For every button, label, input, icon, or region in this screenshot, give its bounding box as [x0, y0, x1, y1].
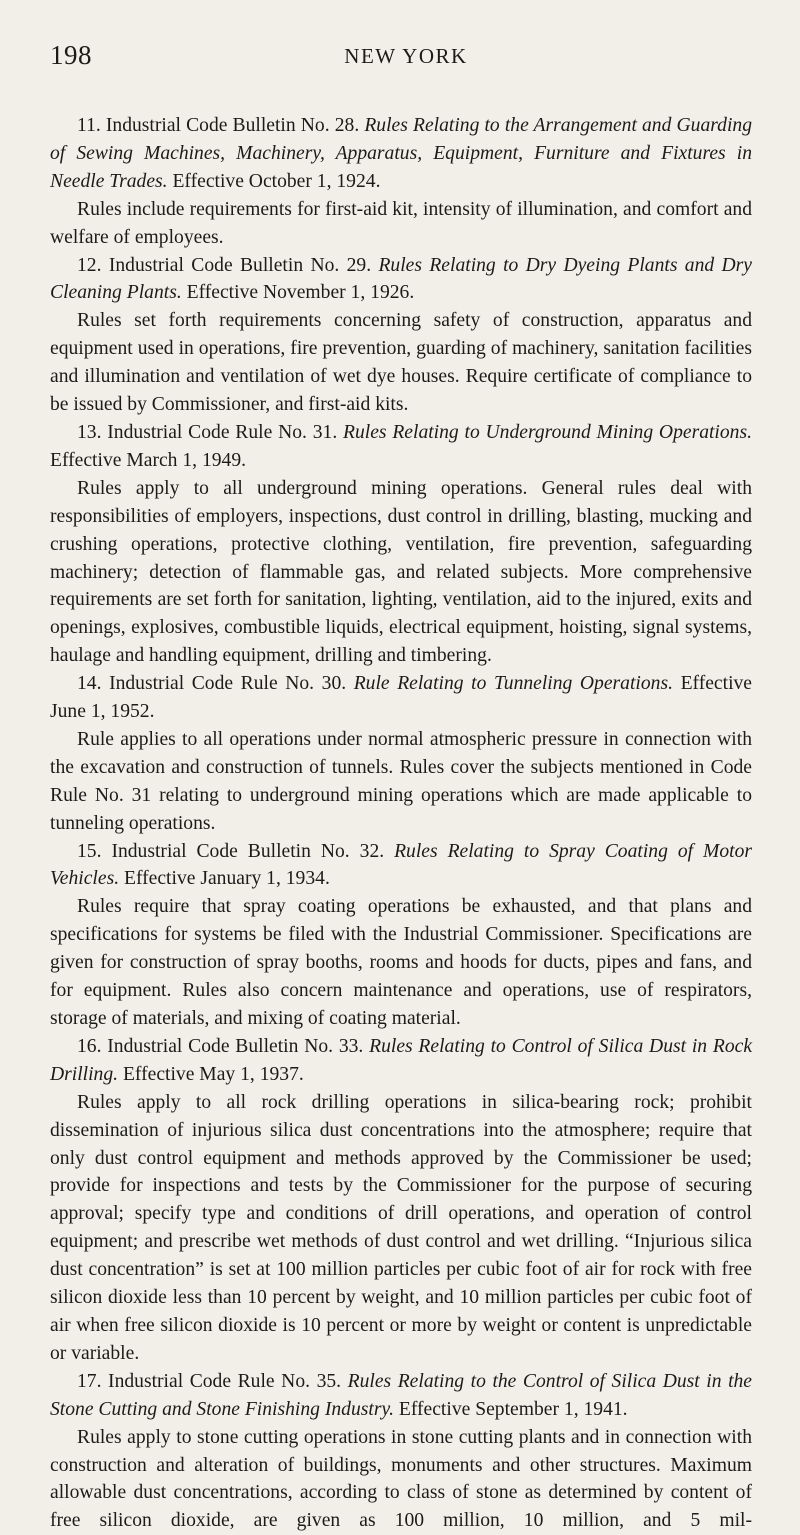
- entry-citation: Industrial Code Bulletin No. 33.: [107, 1035, 370, 1057]
- entry-body: Rules include requirements for first-aid kit, intensity of illumination, and comfort and welfare of employees.: [50, 198, 752, 248]
- entry-heading: [50, 419, 752, 475]
- entry-number: 11.: [77, 115, 106, 136]
- entry-number: 14.: [77, 673, 110, 695]
- entry-15: [50, 838, 752, 1033]
- entry-number: 12.: [77, 254, 109, 276]
- entry-body: Rules require that spray coating operations be exhausted, and that plans and specifications for systems be filed with the Industrial Commissioner. Specifications are given for construction of spray booths, rooms and hoods for ducts, pipes and fans, and for equipment. Rules also concern maintenance and operations, use of respirators, storage of materials, and mixing of coating material.: [50, 896, 752, 1029]
- entry-citation: Industrial Code Bulletin No. 32.: [111, 840, 395, 862]
- entry-number: 17.: [77, 1370, 109, 1392]
- entry-citation: Industrial Code Rule No. 30.: [109, 673, 354, 695]
- entry-13: [50, 419, 752, 670]
- entry-title: Rules Relating to Dry Dyeing Plants and Dry Cleaning Plants.: [50, 254, 752, 304]
- entry-heading: [50, 1368, 752, 1424]
- page-number: 198: [50, 40, 92, 70]
- running-head: NEW YORK: [344, 44, 468, 68]
- entry-citation: Industrial Code Rule No. 31.: [107, 421, 344, 443]
- entry-effective-date: Effective January 1, 1934.: [124, 868, 330, 890]
- entry-title: Rules Relating to Control of Silica Dust in Rock Drilling.: [50, 1035, 753, 1085]
- entry-citation: Industrial Code Bulletin No. 29.: [108, 254, 379, 276]
- entries-list: [50, 112, 752, 1535]
- entry-body: Rules set forth requirements concerning safety of construction, apparatus and equipment used in operations, fire prevention, guarding of machinery, sanitation facilities and illumination and ventilation of wet dye houses. Require certificate of compliance to be issued by Commissioner, and first-aid kits.: [50, 310, 752, 416]
- entry-heading: [50, 838, 752, 894]
- page-header: [50, 40, 752, 80]
- entry-title: Rules Relating to Spray Coating of Motor Vehicles.: [50, 840, 752, 890]
- entry-citation: Industrial Code Rule No. 35.: [108, 1370, 348, 1392]
- entry-number: 15.: [77, 840, 112, 862]
- entry-effective-date: Effective May 1, 1937.: [122, 1063, 304, 1085]
- entry-heading: [50, 112, 752, 196]
- entry-number: 16.: [77, 1035, 108, 1057]
- entry-heading: [50, 252, 752, 308]
- entry-title: Rules Relating to Underground Mining Operations.: [343, 421, 752, 443]
- entry-effective-date: Effective March 1, 1949.: [50, 449, 247, 471]
- entry-body: Rules apply to stone cutting operations in stone cutting plants and in connection with construction and alteration of buildings, monuments and other structures. Maximum allowable dust concentrations, according to class of stone as determined by content of free silicon dioxide, are given as 100 million, 10 million, and 5 mil-: [50, 1426, 752, 1532]
- entry-citation: Industrial Code Bulletin No. 28.: [105, 115, 365, 136]
- entry-effective-date: Effective November 1, 1926.: [186, 282, 415, 304]
- entry-effective-date: Effective September 1, 1941.: [398, 1398, 628, 1420]
- entry-14: [50, 670, 752, 837]
- entry-11: [50, 112, 752, 252]
- entry-effective-date: Effective June 1, 1952.: [50, 673, 753, 723]
- entry-effective-date: Effective October 1, 1924.: [172, 170, 381, 192]
- entry-body: Rule applies to all operations under normal atmospheric pressure in connection with the excavation and construction of tunnels. Rules cover the subjects mentioned in Code Rule No. 31 relating to underground mining operations which are made applicable to tunneling operations.: [50, 728, 752, 834]
- entry-title: Rules Relating to the Control of Silica Dust in the Stone Cutting and Stone Finishing Industry.: [50, 1370, 753, 1420]
- entry-12: [50, 252, 752, 419]
- entry-number: 13.: [77, 421, 108, 443]
- entry-heading: [50, 670, 752, 726]
- entry-title: Rule Relating to Tunneling Operations.: [353, 673, 681, 695]
- entry-body: Rules apply to all underground mining operations. General rules deal with responsibilities of employers, inspections, dust control in drilling, blasting, mucking and crushing operations, protective clothing, ventilation, fire prevention, safeguarding machinery; detection of flammable gas, and related subjects. More comprehensive requirements are set forth for sanitation, lighting, ventilation, aid to the injured, exits and openings, explosives, combustible liquids, electrical equipment, hoisting, signal systems, haulage and handling equipment, drilling and timbering.: [50, 477, 752, 667]
- entry-17: [50, 1368, 752, 1535]
- entry-title: Rules Relating to the Arrangement and Guarding of Sewing Machines, Machinery, Apparatus, Equipment, Furniture and Fixtures in Needle Trades.: [50, 115, 752, 192]
- entry-16: [50, 1033, 752, 1368]
- entry-heading: [50, 1033, 752, 1089]
- entry-body: Rules apply to all rock drilling operations in silica-bearing rock; prohibit dissemination of injurious silica dust concentrations into the atmosphere; require that only dust control equipment and methods approved by the Commissioner be used; provide for inspections and tests by the Commissioner for the purpose of securing approval; specify type and conditions of drill operations, and operation of control equipment; and prescribe wet methods of dust control and wet drilling. “Injurious silica dust concentration” is set at 100 million particles per cubic foot of air for rock with free silicon dioxide less than 10 percent by weight, and 10 million particles per cubic foot of air when free silicon dioxide is 10 percent or more by weight or content is unpredictable or variable.: [50, 1091, 752, 1364]
